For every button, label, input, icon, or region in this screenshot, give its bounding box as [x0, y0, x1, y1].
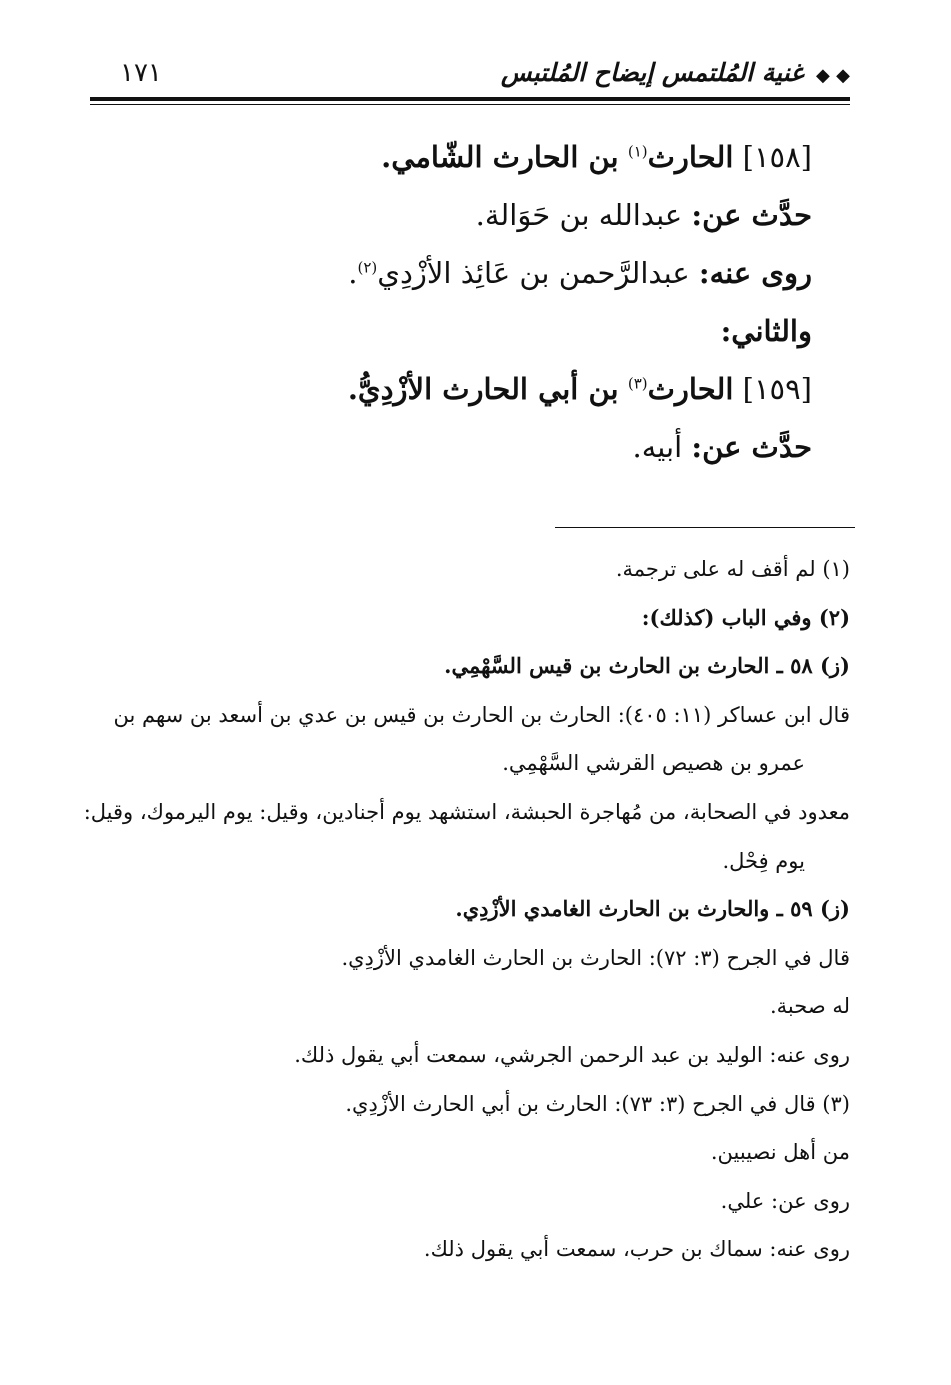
footnote-separator	[555, 527, 855, 528]
footnote-line: (١) لم أقف له على ترجمة.	[615, 557, 850, 581]
hadd-label: حدَّث عن:	[691, 198, 812, 232]
footnote-ref: (١)	[627, 142, 648, 161]
entry-158-heading	[100, 128, 812, 186]
footnote-line: معدود في الصحابة، من مُهاجرة الحبشة، استشهد يوم أجنادين، وقيل: يوم اليرموك، وقيل:	[83, 799, 850, 824]
rawa-label: روى عنه:	[698, 256, 812, 290]
entry-name-rest: بن الحارث الشّامي.	[381, 140, 619, 174]
footnote-ref: (٢)	[357, 258, 378, 277]
entry-158-hadd	[100, 186, 812, 244]
main-text	[100, 128, 812, 476]
entry-name: الحارث	[647, 372, 734, 406]
footnote-line: له صحبة.	[770, 994, 850, 1019]
hadd-value: عبدالله بن حَوَالة.	[475, 198, 683, 232]
footnote-line: قال ابن عساكر (١١: ٤٠٥): الحارث بن الحارث بن قيس بن عدي بن أسعد بن سهم بن	[113, 702, 850, 727]
second-heading: والثاني:	[720, 314, 812, 348]
footnote-line: من أهل نصيبين.	[710, 1140, 850, 1165]
footnote-line: (٢) وفي الباب (كذلك):	[641, 604, 850, 630]
page-header	[90, 58, 850, 94]
footnote-line: روى عنه: سماك بن حرب، سمعت أبي يقول ذلك.	[423, 1237, 850, 1262]
entry-name: الحارث	[647, 140, 734, 174]
footnote-ref: (٣)	[627, 374, 648, 393]
rawa-end: .	[348, 256, 358, 290]
footnote-line: قال في الجرح (٣: ٧٢): الحارث بن الحارث الغامدي الأزْدِي.	[341, 945, 850, 970]
header-rule-thick	[90, 97, 850, 101]
footnotes	[80, 545, 850, 1274]
running-title-text: غنية المُلتمس إيضاح المُلتبس	[500, 58, 804, 87]
entry-number: [١٥٨]	[742, 140, 812, 174]
footnote-line: روى عنه: الوليد بن عبد الرحمن الجرشي، سمعت أبي يقول ذلك.	[294, 1042, 850, 1067]
entry-159-heading	[100, 360, 812, 418]
running-title	[501, 58, 850, 87]
header-rule-thin	[90, 104, 850, 105]
diamond-icon: ◆ ◆	[816, 65, 850, 86]
entry-number: [١٥٩]	[742, 372, 812, 406]
footnote-line: (٣) قال في الجرح (٣: ٧٣): الحارث بن أبي الحارث الأزْدِي.	[345, 1091, 850, 1116]
hadd-value: أبيه.	[632, 430, 683, 464]
footnote-line: يوم فِحْل.	[722, 848, 805, 873]
rawa-value: عبدالرَّحمن بن عَائِذ الأزْدِي	[377, 256, 690, 290]
hadd-label: حدَّث عن:	[691, 430, 812, 464]
entry-159-hadd	[100, 418, 812, 476]
page-number: ١٧١	[120, 58, 162, 88]
entry-158-rawa	[100, 244, 812, 302]
footnote-line: (ز) ٥٩ ـ والحارث بن الحارث الغامدي الأزْدِي.	[455, 896, 850, 922]
entry-name-rest: بن أبي الحارث الأزْدِيُّ.	[347, 372, 619, 406]
footnote-line: عمرو بن هصيص القرشي السَّهْمِي.	[502, 751, 805, 776]
footnote-line: (ز) ٥٨ ـ الحارث بن الحارث بن قيس السَّهْمِي.	[444, 653, 850, 679]
footnote-line: روى عن: علي.	[720, 1188, 850, 1213]
